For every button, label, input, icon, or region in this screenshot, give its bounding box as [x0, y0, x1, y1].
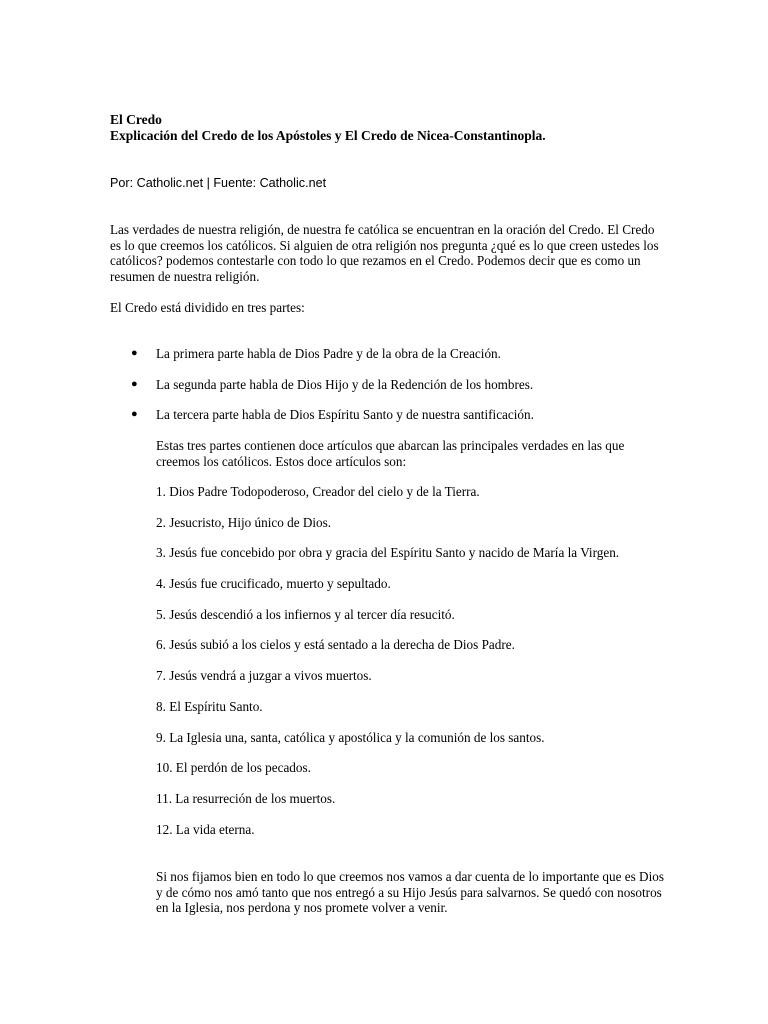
- parts-list: [110, 346, 710, 438]
- article-item: 8. El Espíritu Santo.: [156, 698, 263, 714]
- article-item: 4. Jesús fue crucificado, muerto y sepultado.: [156, 576, 391, 592]
- part-text: La tercera parte habla de Dios Espíritu Santo y de nuestra santificación.: [156, 407, 534, 423]
- document-header: [110, 112, 730, 143]
- article-item: 7. Jesús vendrá a juzgar a vivos muertos.: [156, 668, 372, 684]
- article-item: 1. Dios Padre Todopoderoso, Creador del cielo y de la Tierra.: [156, 484, 480, 499]
- article-item: 9. La Iglesia una, santa, católica y apostólica y la comunión de los santos.: [156, 729, 545, 745]
- closing-paragraph: Si nos fijamos bien en todo lo que creemos nos vamos a dar cuenta de lo importante que es Dios y de cómo nos amó tanto que nos entregó a su Hijo Jesús para salvarnos. Se quedó con nosotros en la Iglesia, nos perdona y nos promete volver a venir.: [156, 869, 664, 915]
- list-item: [110, 407, 710, 423]
- article-item: 2. Jesucristo, Hijo único de Dios.: [156, 514, 332, 530]
- bullet-icon: ●: [131, 347, 138, 359]
- article-item: 6. Jesús subió a los cielos y está sentado a la derecha de Dios Padre.: [156, 637, 515, 653]
- document-title: El Credo: [110, 112, 162, 127]
- intro-paragraph: Las verdades de nuestra religión, de nuestra fe católica se encuentran en la oración del Credo. El Credo es lo que creemos los católicos. Si alguien de otra religión nos pregunta ¿qué es lo que creen ustedes los católicos? podemos contestarle con todo lo que rezamos en el Credo. Podemos decir que es como un resumen de nuestra religión.: [110, 222, 659, 284]
- articles-intro: Estas tres partes contienen doce artículos que abarcan las principales verdades en las que creemos los católicos. Estos doce artículos son:: [156, 438, 625, 469]
- articles-list: [156, 484, 716, 852]
- list-item: [110, 346, 710, 362]
- bullet-icon: ●: [131, 408, 138, 421]
- divided-sentence: El Credo está dividido en tres partes:: [110, 300, 305, 315]
- part-text: La primera parte habla de Dios Padre y de la obra de la Creación.: [156, 346, 501, 361]
- list-item: [110, 377, 710, 393]
- article-item: 10. El perdón de los pecados.: [156, 760, 311, 776]
- part-text: La segunda parte habla de Dios Hijo y de la Redención de los hombres.: [156, 376, 534, 392]
- bullet-icon: ●: [131, 377, 138, 390]
- byline: Por: Catholic.net | Fuente: Catholic.net: [110, 176, 327, 190]
- document-subtitle: Explicación del Credo de los Apóstoles y El Credo de Nicea-Constantinopla.: [110, 127, 546, 143]
- article-item: 3. Jesús fue concebido por obra y gracia del Espíritu Santo y nacido de María la Virgen.: [156, 545, 620, 561]
- article-item: 11. La resurreción de los muertos.: [156, 790, 336, 806]
- article-item: 12. La vida eterna.: [156, 821, 255, 837]
- article-item: 5. Jesús descendió a los infiernos y al tercer día resucitó.: [156, 606, 455, 622]
